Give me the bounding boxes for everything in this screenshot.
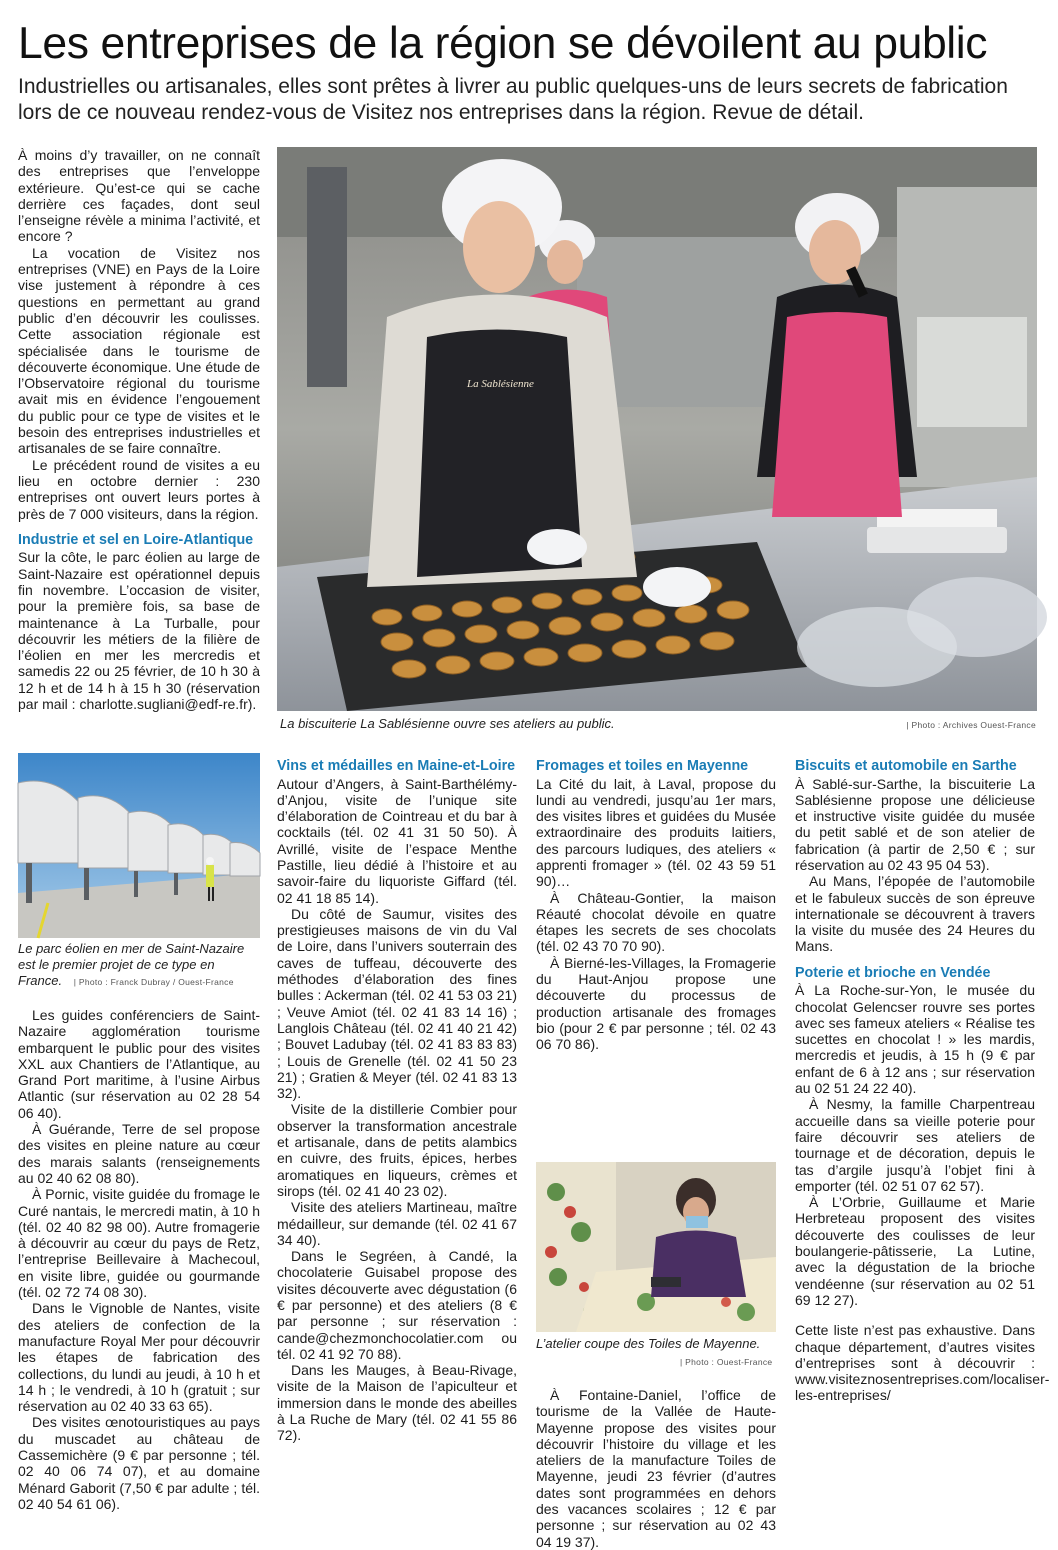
subhead-mayenne: Fromages et toiles en Mayenne xyxy=(536,758,749,774)
wind-photo-credit: | Photo : Franck Dubray / Ouest-France xyxy=(73,977,234,987)
paragraph: À Sablé-sur-Sarthe, la biscuiterie La Sablésienne propose une délicieuse et instructive visite guidée du musée du petit sablé et de son atelier de fabrication (à partir de 2,50 € ; sur réservation au 02 43 95 04 53). xyxy=(795,775,1035,873)
paragraph: Au Mans, l’épopée de l’automobile et le fabuleux succès de son épreuve internationale se découvrent à travers la visite du musée des 24 Heures du Mans. xyxy=(795,873,1035,955)
intro-paragraph: La vocation de Visitez nos entreprises (VNE) en Pays de la Loire vise justement à répondre à ces questions en permettant au grand public d’en découvrir les coulisses. Cette association régionale est spécialisée dans le tourisme de découverte économique. Une étude de l’Observatoire régional du tourisme avait mis en évidence l’engouement du public pour ce type de visites et le besoin des entreprises industrielles et artisanales de se faire connaître. xyxy=(18,244,260,457)
apron-logo: La Sablésienne xyxy=(467,378,534,390)
paragraph: Sur la côte, le parc éolien au large de Saint-Nazaire est opérationnel depuis fin novembre. L’occasion de visiter, pour la première fois, sa base de maintenance à La Turballe, pour découvrir les métiers de la filière de l’éolien en mer les mercredis et samedis 22 ou 25 février, de 10 h 30 à 12 h et de 14 h à 15 h 30 (réservation par mail : charlotte.sugliani@edf-re.fr). xyxy=(18,549,260,712)
column-3 xyxy=(536,748,776,1053)
textile-photo-credit: | Photo : Ouest-France xyxy=(680,1357,773,1367)
paragraph: À Pornic, visite guidée du fromage le Curé nantais, le mercredi matin, à 10 h (tél. 02 40 82 98 00). Autre fromagerie à découvrir au cœur du pays de Retz, l’entreprise Beillevaire à Machecoul, en visite libre, guidée ou gourmande (tél. 02 72 74 08 30). xyxy=(18,1186,261,1301)
paragraph: La Cité du lait, à Laval, propose du lundi au vendredi, jusqu’au 1er mars, des visites libres et guidées du Musée extraordinaire des produits laitiers, des parcours ludiques, des ateliers « apprenti fromager » (tél. 02 43 59 51 90)… xyxy=(536,775,776,890)
column-1-top xyxy=(18,147,260,712)
headline: Les entreprises de la région se dévoilent au public xyxy=(18,19,988,68)
wind-farm-photo xyxy=(18,753,260,938)
paragraph: À Guérande, Terre de sel propose des visites en pleine nature au cœur des marais salants (renseignements au 02 40 62 08 80). xyxy=(18,1121,260,1186)
column-4 xyxy=(795,748,1050,1404)
textile-photo-caption: L’atelier coupe des Toiles de Mayenne. xyxy=(536,1336,761,1351)
paragraph: Visite des ateliers Martineau, maître médailleur, sur demande (tél. 02 41 67 34 40). xyxy=(277,1199,517,1248)
paragraph: À Château-Gontier, la maison Réauté chocolat dévoile en quatre étapes les secrets de ses chocolats (tél. 02 43 70 70 90). xyxy=(536,889,776,955)
paragraph: À L’Orbrie, Guillaume et Marie Herbreteau proposent des visites découverte des coulisses de leur boulangerie-pâtisserie, La Lutine, avec la dégustation de la brioche vendéenne (sur réservation au 02 51 69 12 27). xyxy=(795,1194,1035,1308)
closing-note: Cette liste n’est pas exhaustive. Dans chaque département, d’autres visites d’entreprises sont à découvrir : www.visiteznosentreprises.com/localiser-les-entreprises/ xyxy=(795,1322,1050,1404)
paragraph: Dans le Segréen, à Candé, la chocolaterie Guisabel propose des visites découverte avec dégustation (6 € par personne) et des ateliers (8 € par personne ; sur réservation : cande@chezmonchocolatier.com ou tél. 02 41 92 70 88). xyxy=(277,1248,517,1362)
wind-farm-illustration xyxy=(18,753,260,938)
subhead-loire-atlantique: Industrie et sel en Loire-Atlantique xyxy=(18,531,254,548)
column-2 xyxy=(277,748,517,1444)
paragraph: Autour d’Angers, à Saint-Barthélémy-d’Anjou, visite de l’unique site d’élaboration de Cointreau et du bar à cocktails (tél. 02 41 31 50 50). À Avrillé, visite de l’espace Menthe Pastille, lieu dédié à l’histoire et au savoir-faire du liquoriste Giffard (tél. 02 41 18 85 14). xyxy=(277,775,517,906)
paragraph: Les guides conférenciers de Saint-Nazaire agglomération tourisme embarquent le public pour des visites XXL aux Chantiers de l’Atlantique, au Grand Port maritime, à l’usine Airbus Atlantic (sur réservation au 02 28 54 06 40). xyxy=(18,1007,260,1121)
column-3-bottom xyxy=(536,1387,776,1550)
wind-photo-caption xyxy=(18,941,260,990)
subhead-sarthe: Biscuits et automobile en Sarthe xyxy=(795,758,1017,774)
textile-illustration xyxy=(536,1162,776,1332)
intro-paragraph: Le précédent round de visites a eu lieu en octobre dernier : 230 entreprises ont ouvert leurs portes à près de 7 000 visiteurs, dans la région. xyxy=(18,456,260,522)
subhead-vendee: Poterie et brioche en Vendée xyxy=(795,964,991,981)
deck: Industrielles ou artisanales, elles sont prêtes à livrer au public quelques-uns de leurs secrets de fabrication lors de ce nouveau rendez-vous de Visitez nos entreprises dans la région. Revue de détail. xyxy=(18,75,1008,124)
paragraph: À La Roche-sur-Yon, le musée du chocolat Gelencser rouvre ses portes avec ses fameux ateliers « Réalise tes sucettes en chocolat ! » les mardis, mercredis et jeudis, à 15 h (9 € par enfant de 6 à 12 ans ; sur réservation au 02 51 24 22 40). xyxy=(795,982,1035,1097)
biscuiterie-illustration xyxy=(277,147,1037,711)
subhead-maine-et-loire: Vins et médailles en Maine-et-Loire xyxy=(277,758,516,774)
wind-photo-caption-text: Le parc éolien en mer de Saint-Nazaire est le premier projet de ce type en France. xyxy=(18,941,245,988)
column-1-bottom xyxy=(18,1007,260,1512)
paragraph: Du côté de Saumur, visites des prestigieuses maisons de vin du Val de Loire, dans l’univers souterrain des caves de tuffeau, découverte des méthodes d’élaboration des fines bulles : Ackerman (tél. 02 41 53 03 21) ; Veuve Amiot (tél. 02 41 83 14 16) ; Langlois Château (tél. 02 41 40 21 42) ; Bouvet Ladubay (tél. 02 41 83 83 83) ; Louis de Grenelle (tél. 02 41 50 23 21) ; Gratien & Meyer (tél. 02 41 83 13 32). xyxy=(277,905,517,1102)
paragraph: Dans les Mauges, à Beau-Rivage, visite de la Maison de l’apiculteur et immersion dans le monde des abeilles à La Ruche de Mary (tél. 02 41 55 86 72). xyxy=(277,1362,517,1444)
paragraph: À Nesmy, la famille Charpentreau accueille dans sa vieille poterie pour faire découvrir ses ateliers de tournage et de décoration, depuis le tas d’argile jusqu’à l’objet fini à emporter (tél. 02 51 07 62 57). xyxy=(795,1096,1035,1194)
textile-photo xyxy=(536,1162,776,1332)
paragraph: À Fontaine-Daniel, l’office de tourisme de la Vallée de Haute-Mayenne propose des visites pour découvrir l’histoire du village et les ateliers de la manufacture Toiles de Mayenne, jeudi 23 février (d’autres dates sont programmées en dehors des vacances scolaires ; 12 € par personne ; sur réservation au 02 43 04 19 37). xyxy=(536,1387,776,1550)
paragraph: Visite de la distillerie Combier pour observer la transformation ancestrale et artisanale, dans de petits alambics en cuivre, des fruits, épices, herbes aromatiques en liqueurs, crèmes et sirops (tél. 02 41 40 23 02). xyxy=(277,1101,517,1199)
main-photo-biscuiterie xyxy=(277,147,1037,711)
intro-paragraph: À moins d’y travailler, on ne connaît des entreprises que l’enveloppe extérieure. Qu’est-ce qui se cache derrière ces façades, dont seul l’enseigne révèle a minima l’activité, et encore ? xyxy=(18,147,260,245)
main-photo-credit: | Photo : Archives Ouest-France xyxy=(906,720,1036,730)
paragraph: Dans le Vignoble de Nantes, visite des ateliers de confection de la manufacture Royal Mer pour découvrir les étapes de fabrication des collections, du lundi au jeudi, à 10 h et 14 h ; le vendredi, à 10 h (gratuit ; sur réservation au 02 40 33 63 65). xyxy=(18,1300,260,1415)
main-photo-caption: La biscuiterie La Sablésienne ouvre ses ateliers au public. xyxy=(280,716,615,731)
paragraph: À Bierné-les-Villages, la Fromagerie du Haut-Anjou propose une découverte du processus de production artisanale des fromages bio (pour 2 € par personne ; tél. 02 43 06 70 86). xyxy=(536,954,776,1053)
paragraph: Des visites œnotouristiques au pays du muscadet au château de Cassemichère (9 € par personne ; tél. 02 40 06 74 07), et au domaine Ménard Gaborit (7,50 € par adulte ; tél. 02 40 54 61 06). xyxy=(18,1414,260,1512)
